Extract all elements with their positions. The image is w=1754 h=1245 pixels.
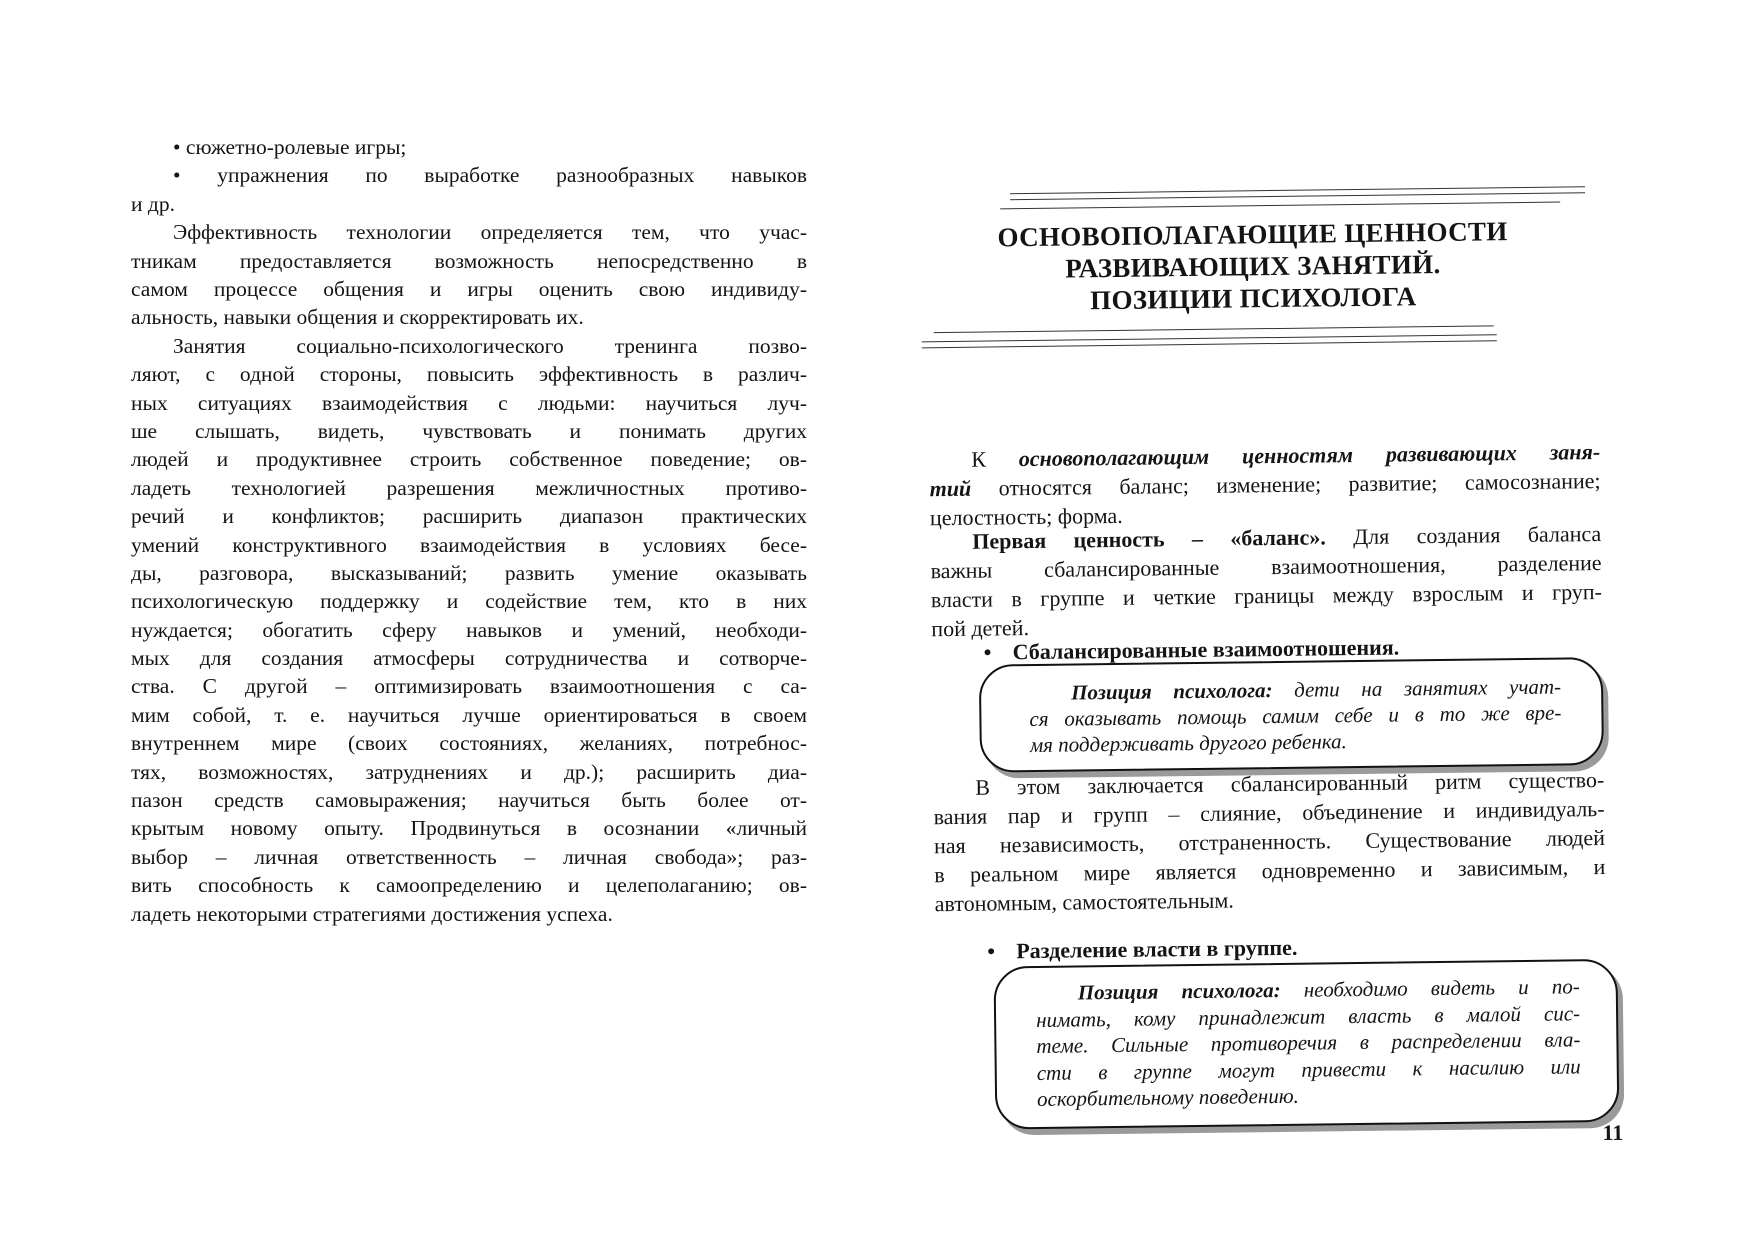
title-rule-top [1000,202,1560,210]
text-segment: пой детей. [931,615,1030,642]
emphasis-text: Позиция психолога: [1077,977,1281,1005]
emphasis-text: оскорбительному поведению. [1036,1083,1299,1111]
title-rule-top [1010,192,1585,200]
emphasis-text: теме. Сильные противоречия в распределении вла- [1036,1027,1581,1058]
left-page [0,0,877,1240]
text-line: мых для создания атмосферы сотрудничества и сотворче- [131,646,807,671]
text-line: речий и конфликтов; расширить диапазон практических [131,504,807,529]
emphasis-text: сти в группе могут привести к насилию или [1036,1053,1581,1085]
emphasis-text: Разделение власти в группе. [1016,934,1298,964]
text-segment: власти в группе и четкие границы между взрослым и груп- [930,579,1603,613]
chapter-title-line: ОСНОВОПОЛАГАЮЩИЕ ЦЕННОСТИ [997,216,1508,253]
text-segment: вания пар и групп – слияние, объединение и индивидуаль- [933,796,1605,830]
text-line [1030,726,1562,758]
paragraph [131,218,807,332]
emphasis-text: основополагающим ценностям развивающих заня- [1018,439,1601,472]
bullet-icon: • [983,639,992,665]
text-line: ше слышать, видеть, чувствовать и понимать других [131,418,807,443]
text-segment: в реальном мире является одновременно и зависимым, и [934,854,1606,888]
text-line: • сюжетно-ролевые игры; [173,135,407,159]
text-line: выбор – личная ответственность – личная свобода»; раз- [131,844,807,869]
text-segment: важны сбалансированные взаимоотношения, разделение [930,550,1602,584]
text-segment: целостность; форма. [929,502,1123,531]
text-line: и др. [131,191,175,216]
psychologist-position-box [993,959,1619,1129]
text-line: крытым новому опыту. Продвинуться в осознании «личный [131,816,807,841]
text-line: Занятия социально-психологического тренинга позво- [173,333,807,358]
title-rule-bottom [934,325,1494,333]
text-line: тникам предоставляется возможность непосредственно в [131,248,807,273]
text-line: ды, разговора, высказываний; развить умение оказывать [131,560,807,585]
text-line: ладеть технологией разрешения межличностных противо- [131,475,807,500]
text-line: психологическую поддержку и содействие тем, кто в них [131,589,807,614]
text-line: нуждается; обогатить сферу навыков и умений, необходи- [131,617,807,642]
emphasis-text: ся оказывать помощь самим себе и в то же вре- [1029,700,1562,732]
chapter-title [992,215,1513,317]
text-line: ладеть некоторыми стратегиями достижения успеха. [131,901,613,926]
text-line: внутреннем мире (своих состояниях, желаниях, потребнос- [131,731,807,756]
emphasis-text: Сбалансированные взаимоотношения. [1012,634,1400,665]
text-segment: ная независимость, отстраненность. Существование людей [933,825,1606,859]
emphasis-text: Первая ценность – «баланс». [972,524,1326,554]
text-line: вить способность к самоопределению и целеполаганию; ов- [131,873,807,898]
right-page [870,0,1754,1245]
paragraph [131,332,807,928]
text-line: пазон средств самовыражения; научиться быть более от- [131,788,807,813]
emphasis-text: дети на занятиях учат- [1272,674,1562,703]
emphasis-text: тий [929,475,972,502]
text-segment: относятся баланс; изменение; развитие; самосознание; [971,468,1601,501]
chapter-title-line: РАЗВИВАЮЩИХ ЗАНЯТИЙ. [1065,248,1441,284]
bullet-item [131,133,807,161]
emphasis-text: Позиция психолога: [1070,678,1273,705]
paragraph [930,519,1602,643]
text-segment: автономным, самостоятельным. [934,887,1234,917]
text-line: альность, навыки общения и скорректировать их. [131,305,584,330]
text-line: людей и продуктивнее строить собственное поведение; ов- [131,447,807,472]
text-line: ных ситуациях взаимодействия с людьми: научиться луч- [131,390,807,415]
text-line: ства. С другой – оптимизировать взаимоотношения с са- [131,674,807,699]
text-segment: В этом заключается сбалансированный ритм существо- [975,767,1605,800]
emphasis-text: мя поддерживать другого ребенка. [1029,729,1348,758]
page-number: 11 [1602,1119,1624,1146]
bullet-icon: • [987,938,996,964]
bullet-item [131,161,807,218]
chapter-title-line: ПОЗИЦИИ ПСИХОЛОГА [1090,281,1417,316]
text-line: Эффективность технологии определяется тем, что учас- [173,220,807,245]
text-line: тях, возможностях, затруднениях и др.); расширить диа- [131,759,807,784]
text-line: ляют, с одной стороны, повысить эффективность в различ- [131,362,807,387]
psychologist-position-box [979,657,1604,773]
emphasis-text: нимать, кому принадлежит власть в малой сис- [1035,1000,1581,1032]
title-rule-bottom [922,340,1497,348]
text-line: самом процессе общения и игры оценить свою индивиду- [131,276,807,301]
text-line: умений конструктивного взаимодействия в условиях бесе- [131,532,807,557]
text-segment: К [971,446,1019,472]
text-line: мим собой, т. е. научиться лучше ориентироваться в своем [131,702,807,727]
emphasis-text: необходимо видеть и по- [1280,974,1580,1002]
text-line [1037,1079,1581,1112]
text-line: • упражнения по выработке разнообразных навыков [173,163,807,188]
text-segment: Для создания баланса [1325,521,1602,550]
paragraph [933,765,1606,918]
paragraph [929,437,1601,532]
